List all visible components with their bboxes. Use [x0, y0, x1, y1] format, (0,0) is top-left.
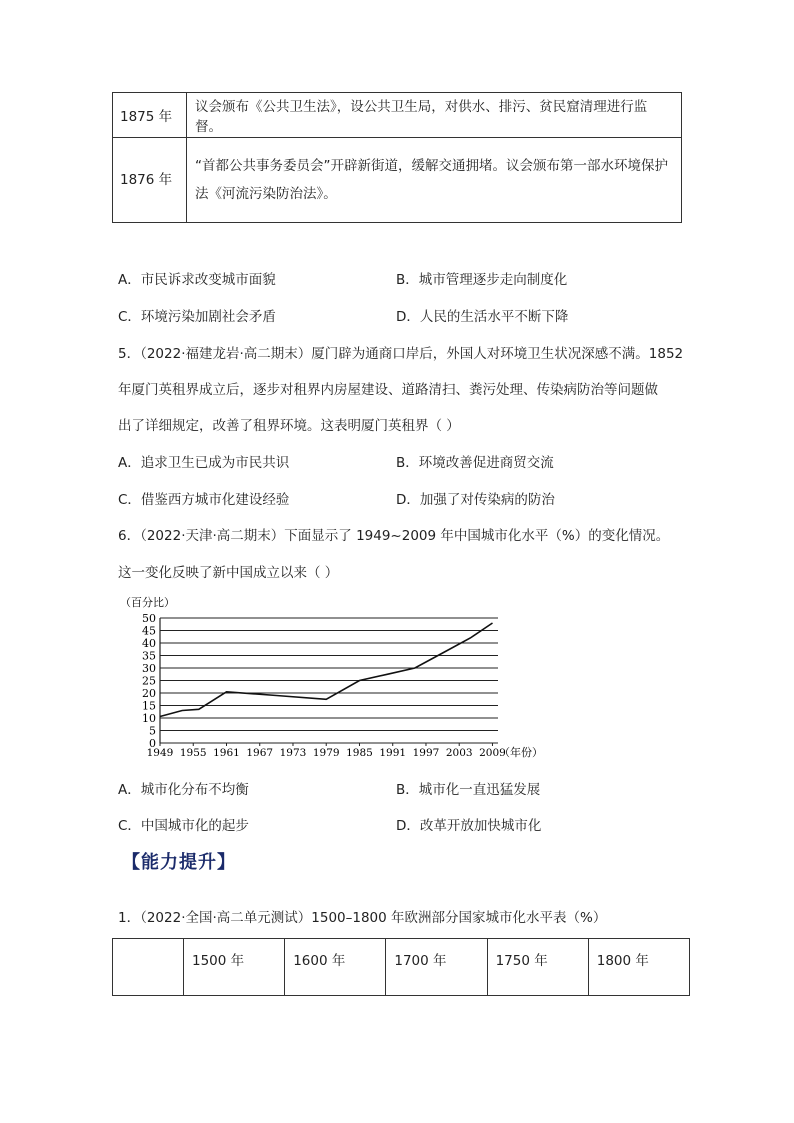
q5-stem-line: 年厦门英租界成立后，逐步对租界内房屋建设、道路清扫、粪污处理、传染病防治等问题做	[118, 382, 658, 398]
x-tick-label: 1949	[146, 747, 174, 759]
y-tick-label: 5	[149, 724, 156, 738]
header-cell: 1700 年	[386, 939, 487, 996]
y-tick-label: 40	[142, 637, 156, 650]
y-tick-label: 10	[142, 712, 156, 725]
event-line: 法《河流污染防治法》。	[195, 186, 337, 202]
table-header-row	[113, 939, 690, 996]
year-cell: 1875 年	[113, 93, 187, 138]
urbanization-series-line	[160, 623, 493, 717]
x-tick-label: 1991	[379, 747, 407, 759]
x-axis-label: （年份）	[499, 746, 543, 759]
x-tick-labels	[147, 747, 506, 759]
q4-option-a[interactable]: A．市民诉求改变城市面貌	[118, 272, 276, 288]
header-cell: 1750 年	[487, 939, 588, 996]
y-tick-label: 45	[142, 624, 156, 638]
y-tick-label: 35	[142, 649, 156, 663]
x-tick-label: 1985	[346, 747, 373, 759]
chart-grid	[160, 618, 498, 746]
event-cell: 议会颁布《公共卫生法》，设公共卫生局，对供水、排污、贫民窟清理进行监督。	[187, 93, 682, 138]
q5-stem-line: 出了详细规定，改善了租界环境。这表明厦门英租界（ ）	[118, 418, 460, 434]
x-tick-label: 2009	[479, 747, 506, 759]
q6-option-c[interactable]: C．中国城市化的起步	[118, 818, 249, 834]
q4-option-d[interactable]: D．人民的生活水平不断下降	[396, 309, 569, 325]
q6-option-d[interactable]: D．改革开放加快城市化	[396, 818, 542, 834]
event-cell	[187, 138, 682, 223]
q5-option-b[interactable]: B．环境改善促进商贸交流	[396, 455, 554, 471]
y-axis-label: （百分比）	[120, 596, 175, 609]
y-tick-label: 25	[142, 674, 156, 688]
y-tick-label: 0	[149, 737, 156, 750]
y-tick-label: 20	[142, 687, 156, 700]
x-tick-label: 1967	[246, 747, 274, 759]
x-tick-label: 1979	[312, 747, 340, 759]
urbanization-line-chart	[118, 593, 543, 761]
table-row	[113, 138, 682, 223]
q1-stem: 1．（2022·全国·高二单元测试）1500–1800 年欧洲部分国家城市化水平表（%）	[118, 910, 607, 926]
x-tick-label: 1997	[412, 747, 440, 759]
q6-option-a[interactable]: A．城市化分布不均衡	[118, 782, 249, 798]
q6-stem-line: 这一变化反映了新中国成立以来（ ）	[118, 565, 339, 581]
header-cell: 1500 年	[184, 939, 285, 996]
q4-option-c[interactable]: C．环境污染加剧社会矛盾	[118, 309, 276, 325]
x-tick-label: 1955	[179, 747, 207, 759]
y-tick-label: 30	[142, 662, 156, 675]
section-heading: 【能力提升】	[122, 852, 236, 873]
header-cell: 1800 年	[588, 939, 689, 996]
q4-option-b[interactable]: B．城市管理逐步走向制度化	[396, 272, 568, 288]
q6-option-b[interactable]: B．城市化一直迅猛发展	[396, 782, 541, 798]
q5-stem-line: 5．（2022·福建龙岩·高二期末）厦门辟为通商口岸后，外国人对环境卫生状况深感不满。1852	[118, 346, 684, 362]
header-cell: 1600 年	[285, 939, 386, 996]
x-tick-label: 1961	[213, 747, 240, 759]
year-cell: 1876 年	[113, 138, 187, 223]
y-tick-label: 50	[142, 612, 156, 625]
event-line: “首都公共事务委员会”开辟新街道，缓解交通拥堵。议会颁布第一部水环境保护	[195, 158, 668, 174]
q5-option-a[interactable]: A．追求卫生已成为市民共识	[118, 455, 290, 471]
q5-option-c[interactable]: C．借鉴西方城市化建设经验	[118, 492, 290, 508]
q6-stem-line: 6．（2022·天津·高二期末）下面显示了 1949~2009 年中国城市化水平（%）的变化情况。	[118, 528, 670, 544]
regulation-table	[112, 92, 682, 223]
x-tick-label: 1973	[279, 747, 307, 759]
header-cell	[113, 939, 184, 996]
y-tick-label: 15	[142, 699, 156, 713]
q5-option-d[interactable]: D．加强了对传染病的防治	[396, 492, 555, 508]
table-row	[113, 93, 682, 138]
y-tick-labels	[142, 612, 156, 750]
urbanization-europe-table	[112, 938, 690, 996]
x-tick-label: 2003	[445, 747, 473, 759]
